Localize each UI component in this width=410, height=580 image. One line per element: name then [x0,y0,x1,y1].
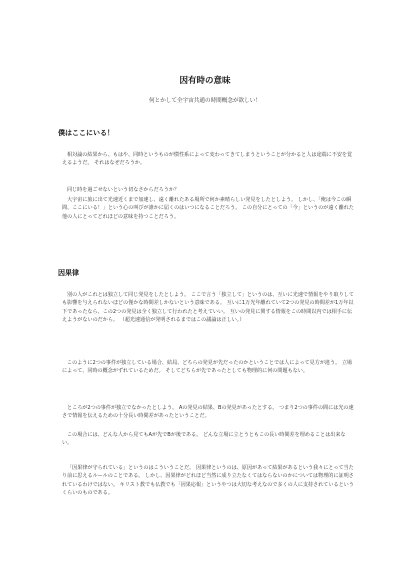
paragraph: ところが2つの事件が独立でなかったとしよう。 Aの発見の結果、Bの発見があったとする。 つまり2つの事件の間には光の速さで情報を伝えるための十分長い時間差があったということだ。 [62,405,354,420]
paragraph: 「因果律が守られている」というのはこういうことだ。 因果律というのは、原因があって結果があるという我々にとって当たり前に思えるルールのことである。 しかし、因果律がどれほど当然に成り立たなくてはならないのかについては物理的に証明されているわけではない。 キリスト教でも仏教でも「因果応報」というやつは大切な考えなので多くの人に支持されているというくらいのものである。 [62,465,354,497]
paragraph: このように2つの事件が独立している場合、結局、どちらの発見が先だったのかということでは人によって見方が違う。 立場によって、同時の概念がずれているためだ。 そしてどちらが先であったとしても物理的に何の問題もない。 [62,360,353,375]
paragraph: 別の人がこれとは独立して同じ発見をしたとしよう。 ここで言う「独立して」というのは、互いに光速で情報をやり取りしても影響を与えられないほどの僅かな時間差しかないという意味である。 互いに1万光年離れていて2つの発見の時間差が1万年以下であったなら、この2つの発見は全く独立して行われたと考えていい。 互いの発見に関する情報をこの時間以内では相手に伝えようがないのだから。 （超光速通信が発明されるまではこの議論は正しい。） [62,292,354,324]
paragraph: 相対論の結果から、もはや、同時というものが慣性系によって変わってきてしまうということが分かると人は途端に不安を覚えるようだ。 それはなぜだろうか。 [62,152,353,167]
document-title: 因有時の意味 [179,76,231,86]
paragraph: 同じ時を過ごせないという切なさからだろうか？ [67,187,180,193]
paragraph: 大宇宙に旅に出て光速近くまで加速し、遠く離れたある場所で何か素晴らしい発見をしたとしよう。 しかし、「俺は今この瞬間、ここにいる！」という心の叫びが誰かに届くのはいつになることだろう。 この自分にとっての「今」というのが遠く離れた他の人にとってどれほどの意味を持つことだろう。 [62,197,354,220]
section-heading-2: 因果律 [58,269,79,277]
document-subtitle: 何とかして全宇宙共通の時間概念が欲しい！ [149,98,261,104]
paragraph: この場合には、どんな人から見てもAが先でBが後である。 どんな立場に立とうともこの長い時間差を埋めることは出来ない。 [62,432,346,447]
section-heading-1: 僕はここにいる！ [58,129,114,137]
